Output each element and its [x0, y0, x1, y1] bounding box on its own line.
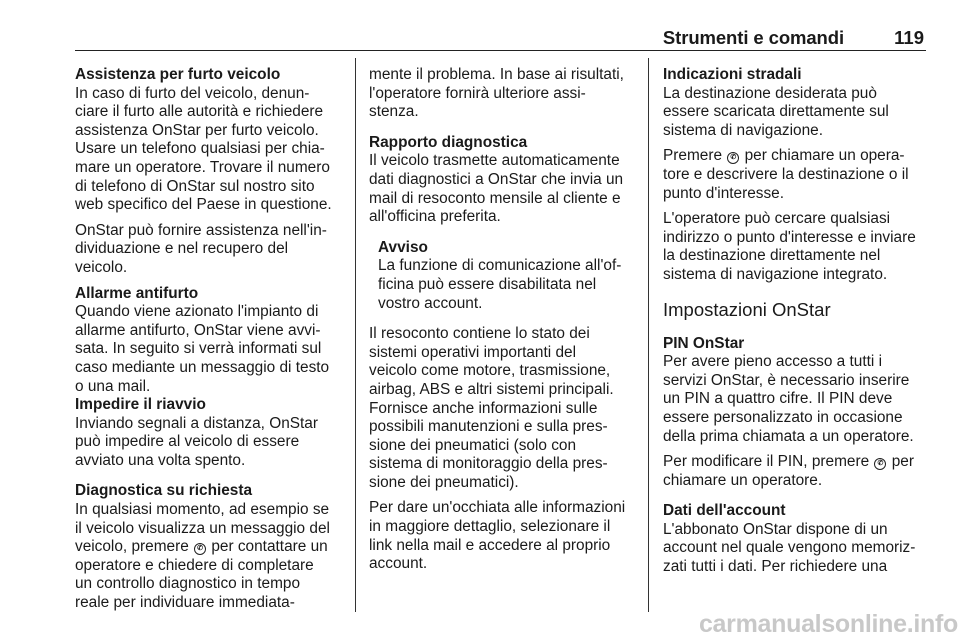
section-heading: Dati dell'account	[663, 502, 786, 520]
section-account-data: Dati dell'account L'abbonato OnStar dispone di un account nel quale vengono memoriz- zati tutti i dati. Per richiedere una	[663, 502, 931, 576]
section-heading: Assistenza per furto veicolo	[75, 66, 281, 83]
page-number: 119	[894, 27, 924, 48]
section-theft-assistance: Assistenza per furto veicolo In caso di furto del veicolo, denun- ciare il furto alle autorità e richiedere assistenza OnStar per furto veicolo. Usare un telefono qualsiasi per chia- mare un operatore. Trovare il numero di telefono di OnStar sul nostro sito web specifico del Paese in questione.	[75, 66, 343, 215]
section-heading: Indicazioni stradali	[663, 66, 802, 83]
notice-heading: Avviso	[378, 238, 428, 256]
chapter-heading: Impostazioni OnStar	[663, 298, 831, 320]
paragraph: L'operatore può cercare qualsiasi indirizzo o punto d'interesse e inviare la destinazione direttamente nel sistema di navigazione integrato.	[663, 210, 916, 283]
paragraph: mente il problema. In base ai risultati, l'operatore fornirà ulteriore assi- stenza.	[369, 66, 624, 121]
column-divider	[648, 58, 649, 612]
section-directions: Indicazioni stradali La destinazione desiderata può essere scaricata direttamente sul sistema di navigazione.	[663, 66, 931, 140]
column-2	[369, 66, 633, 581]
page-header	[75, 26, 926, 51]
section-heading: Allarme antifurto	[75, 284, 199, 302]
paragraph: Premere ✆ per chiamare un opera- tore e descrivere la destinazione o il punto d'interesse.	[663, 147, 909, 202]
onstar-call-button-icon: ✆	[194, 543, 206, 555]
column-divider	[355, 58, 356, 612]
section-onstar-pin: PIN OnStar Per avere pieno accesso a tutti i servizi OnStar, è necessario inserire un PIN a quattro cifre. Il PIN deve essere personalizzato in occasione della prima chiamata a un operatore.	[663, 335, 931, 447]
onstar-call-button-icon: ✆	[874, 458, 886, 470]
section-heading: Diagnostica su richiesta	[75, 482, 253, 500]
page-title: Strumenti e comandi	[662, 27, 844, 48]
paragraph: Per modificare il PIN, premere ✆ per chiamare un operatore.	[663, 453, 914, 489]
notice-box: Avviso La funzione di comunicazione all'of- ficina può essere disabilitata nel vostro account.	[378, 239, 633, 313]
watermark: carmanualsonline.info	[698, 610, 958, 638]
section-anti-theft-alarm: Allarme antifurto Quando viene azionato l'impianto di allarme antifurto, OnStar viene avvi- sata. In seguito si verrà informati sul caso mediante un messaggio di testo o una mail.	[75, 285, 343, 397]
section-heading: PIN OnStar	[663, 334, 745, 352]
section-diagnostic-report: Rapporto diagnostica Il veicolo trasmette automaticamente dati diagnostici a OnStar che invia un mail di resoconto mensile al cliente e all'officina preferita.	[369, 134, 633, 227]
onstar-call-button-icon: ✆	[727, 152, 739, 164]
section-heading: Impedire il riavvio	[75, 396, 206, 414]
paragraph: Il resoconto contiene lo stato dei sistemi operativi importanti del veicolo come motore, trasmissione, airbag, ABS e altri sistemi principali. Fornisce anche informazioni sulle possibili manutenzioni e sulla pres- sione dei pneumatici (solo con sistema di monitoraggio della pres- sione dei pneumatici).	[369, 325, 614, 491]
section-heading: Rapporto diagnostica	[369, 133, 528, 151]
column-3	[663, 66, 931, 584]
paragraph: Per dare un'occhiata alle informazioni in maggiore dettaglio, selezionare il link nella mail e accedere al proprio account.	[369, 499, 626, 573]
section-prevent-restart: Impedire il riavvio Inviando segnali a distanza, OnStar può impedire al veicolo di essere avviato una volta spento.	[75, 396, 343, 470]
column-1	[75, 66, 343, 620]
paragraph: OnStar può fornire assistenza nell'in- dividuazione e nel recupero del veicolo.	[75, 221, 327, 276]
section-diagnostics-on-demand: Diagnostica su richiesta In qualsiasi momento, ad esempio se il veicolo visualizza un messaggio del veicolo, premere ✆ per contattare un operatore e chiedere di completare un controllo diagnostico in tempo reale per individuare immediata-	[75, 482, 343, 612]
